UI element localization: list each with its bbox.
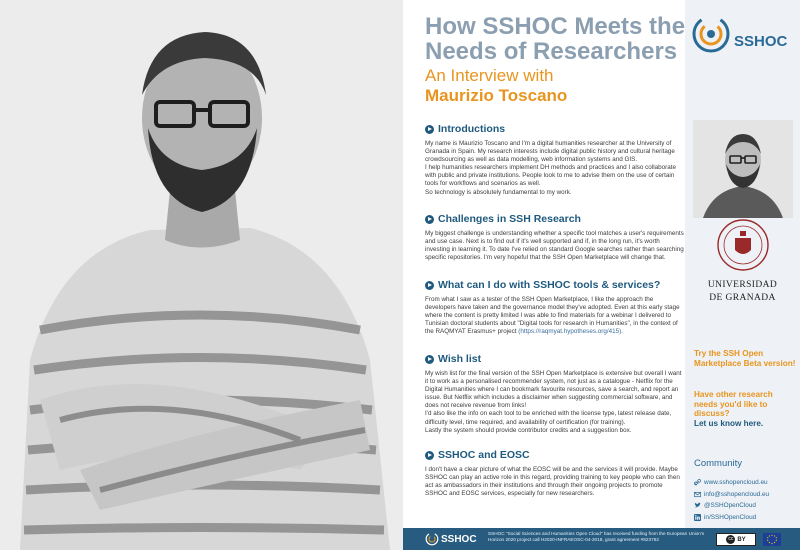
sidebar: [685, 0, 800, 528]
play-circle-icon: [425, 355, 434, 364]
page-title: How SSHOC Meets the Needs of Researchers: [425, 13, 685, 65]
article: [403, 0, 685, 528]
contact-callout: Have other research needs you'd like to discuss? Let us know here.: [694, 390, 773, 428]
footer-logo-text: SSHOC: [441, 534, 477, 545]
website-link[interactable]: www.sshopencloud.eu: [694, 477, 800, 489]
eu-flag-icon: [763, 533, 781, 546]
sshoc-logo-icon: [689, 12, 733, 56]
section-body-wish-list: My wish list for the final version of the SSH Open Marketplace is extensive but overall I want it to work as a personalised recommender system, not just as a catalogue - Netflix for the Digital Humanities where I can bookmark favourite resources, save a search, and report an issue. But Netflix which includes a disclaimer when suggesting commercial software, and does not receive revenue from links! I'd also like the info on each tool to be enriched with the license type, latest release date, difficulty level, time required, and availability of certification (for training). Lastly the system should provide contributor credits and a suggestion box.: [425, 370, 682, 434]
play-circle-icon: [425, 215, 434, 224]
twitter-icon: [694, 502, 701, 509]
play-circle-icon: [425, 125, 434, 134]
funding-statement: SSHOC "Social Sciences and Humanities Open Cloud" has received funding from the European Union's Horizon 2020 project call H2020-INFRAEOSC-04-2018, grant agreement #823782: [488, 531, 705, 542]
university-crest-icon: [715, 218, 771, 272]
marketplace-beta-link[interactable]: Try the SSH Open Marketplace Beta version!: [694, 349, 796, 368]
footer: [403, 528, 800, 550]
section-body-introductions: My name is Maurizio Toscano and I'm a digital humanities researcher at the University of Granada in Spain. My research interests include digital public history and cultural heritage crowdsourcing as well as data modelling, web information systems and GIS. I help humanities researchers implement DH methods and practices and I also collaborate with public and private institutions. People look to me to advise them on the use of certain tools for workflows and scenarios as well. So technology is absolutely fundamental to my work.: [425, 140, 676, 196]
raqmyat-link[interactable]: (https://raqmyat.hypotheses.org/415).: [518, 328, 623, 336]
section-body-challenges: My biggest challenge is understanding whether a specific tool matches a user's requirements and use case. Next is to find out if it's well supported and if, in the long run, it's worth investing in learning it. To date I've relied on standard Google searches rather than searching specific repositories. I'm very hopeful that the SSH Open Marketplace will change that.: [425, 230, 684, 262]
section-heading-tools: What can I do with SSHOC tools & services?: [425, 278, 660, 292]
email-link[interactable]: info@sshopencloud.eu: [694, 489, 800, 501]
section-heading-eosc: SSHOC and EOSC: [425, 448, 530, 462]
community-title: Community: [694, 458, 743, 469]
university-name-line1: UNIVERSIDAD: [707, 280, 778, 290]
cc-license-badge: cc BY: [716, 533, 756, 546]
section-body-eosc: I don't have a clear picture of what the EOSC will be and the services it will provide. Maybe SSHOC can play an active role in this regard, providing training to key people who can then act as ambassadors in their institutions and through their ongoing projects to promote SSHOC and EOSC services, especially for new researchers.: [425, 466, 680, 498]
sshoc-footer-logo-icon: [425, 532, 439, 546]
link-icon: [694, 479, 701, 486]
sshoc-logo: SSHOC: [689, 12, 799, 56]
section-heading-introductions: Introductions: [425, 122, 505, 136]
linkedin-icon: [694, 514, 701, 521]
community-links: [694, 477, 800, 523]
play-circle-icon: [425, 281, 434, 290]
cc-icon: cc: [728, 536, 734, 542]
play-circle-icon: [425, 451, 434, 460]
university-name-line2: DE GRANADA: [709, 293, 776, 303]
section-heading-wish-list: Wish list: [425, 352, 481, 366]
let-us-know-link[interactable]: Let us know here.: [694, 418, 764, 428]
linkedin-link[interactable]: in/SSHOpenCloud: [694, 512, 800, 524]
section-heading-challenges: Challenges in SSH Research: [425, 212, 581, 226]
twitter-link[interactable]: @SSHOpenCloud: [694, 500, 800, 512]
interviewee-name: Maurizio Toscano: [425, 86, 568, 105]
interviewee-portrait: [693, 120, 793, 218]
mail-icon: [694, 491, 701, 498]
subtitle: An Interview with: [425, 66, 554, 85]
section-body-tools: From what I saw as a tester of the SSH Open Marketplace, I like the approach the developers have taken and the governance model they've adopted. Even at this early stage where the content is pretty limited I was able to find materials for a webinar I delivered to Tunisian doctoral students about "Digital tools for research in Humanities", in the context of the RAQMYAT Erasmus+ project (https://raqmyat.hypotheses.org/415).: [425, 296, 680, 336]
